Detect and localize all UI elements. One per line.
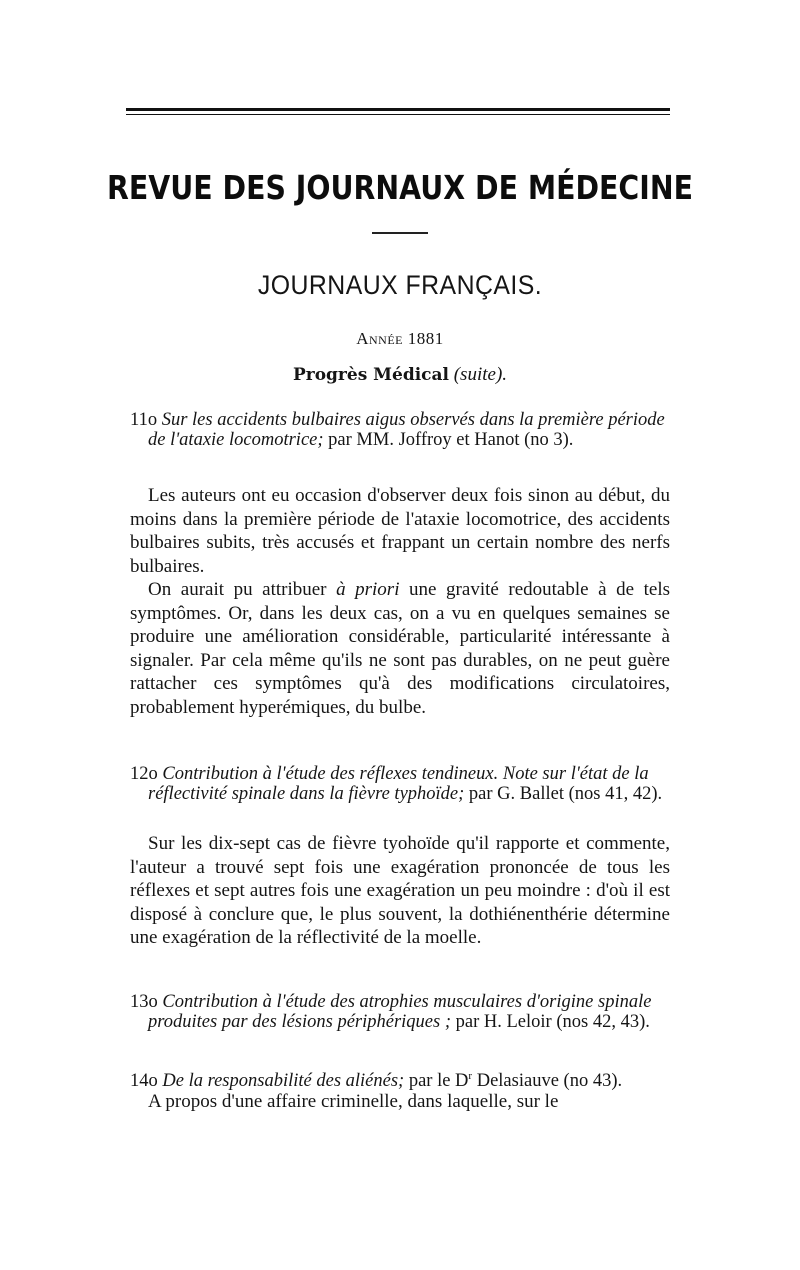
- year-label: Année: [356, 329, 404, 348]
- item-number: 13o: [130, 992, 158, 1012]
- item-12-heading: [130, 764, 672, 804]
- section-subtitle: JOURNAUX FRANÇAIS.: [257, 270, 543, 300]
- item-authors: par G. Ballet: [468, 784, 564, 804]
- year-value: 1881: [407, 329, 444, 348]
- body2-italic: à priori: [336, 579, 400, 600]
- item-authors-sup: r: [468, 1070, 473, 1082]
- item-11-heading: [130, 410, 672, 450]
- item-ref: (no 3).: [524, 430, 574, 450]
- item-11-body-1: Les auteurs ont eu occasion d'observer deux fois sinon au début, du moins dans la première période de l'ataxie locomotrice, des accidents bulbaires subits, très accusés et frappant un certain nombre des nerfs bulbaires.: [130, 485, 670, 577]
- page-title: REVUE DES JOURNAUX DE MÉDECINE: [107, 168, 693, 207]
- year-heading: [0, 329, 800, 349]
- item-14-heading: [130, 1066, 672, 1091]
- journal-bold: Progrès Médical: [292, 365, 449, 385]
- journal-heading: [0, 364, 800, 386]
- body2-start: On aurait pu attribuer: [148, 579, 337, 600]
- item-authors-rest: Delasiauve (no 43).: [472, 1071, 623, 1092]
- top-double-rule: [126, 108, 670, 115]
- item-authors: par H. Leloir: [455, 1012, 552, 1032]
- item-number: 14o: [130, 1071, 158, 1092]
- item-title: De la responsabilité des aliénés;: [162, 1071, 405, 1092]
- item-title: Contribution à l'étude des atrophies musculaires d'origine spinale produites par des lésions périphériques ;: [148, 992, 652, 1032]
- item-authors: par MM. Joffroy et Hanot: [328, 430, 520, 450]
- item-authors-prefix: par le D: [408, 1071, 469, 1092]
- item-number: 11o: [130, 410, 158, 430]
- item-ref: (nos 42, 43).: [556, 1012, 650, 1032]
- item-number: 12o: [130, 764, 158, 784]
- item-title: Sur les accidents bulbaires aigus observés dans la première période de l'ataxie locomotrice;: [148, 410, 665, 450]
- body2-rest: une gravité redoutable à de tels symptômes. Or, dans les deux cas, on a vu en quelques semaines se produire une amélioration considérable, particularité intéressante à signaler. Par cela même qu'ils ne sont pas durables, on ne peut guère rattacher ces symptômes qu'à des modifications circulatoires, probablement hyperémiques, du bulbe.: [130, 579, 670, 718]
- item-11-body-2: [130, 578, 670, 719]
- item-ref: (nos 41, 42).: [568, 784, 663, 804]
- item-12-body: Sur les dix-sept cas de fièvre tyohoïde qu'il rapporte et commente, l'auteur a trouvé sept fois une exagération prononcée de tous les réflexes et sept autres fois une exagération un peu moindre : d'où il est disposé à conclure que, le plus souvent, la dothiénenthérie détermine une exagération de la réflectivité de la moelle.: [130, 833, 670, 948]
- title-divider: [372, 232, 428, 234]
- item-13-heading: [130, 992, 672, 1032]
- journal-suffix: (suite).: [453, 364, 508, 385]
- item-14-body: A propos d'une affaire criminelle, dans laquelle, sur le: [148, 1091, 559, 1112]
- item-title: Contribution à l'étude des réflexes tendineux. Note sur l'état de la réflectivité spinale dans la fièvre typhoïde;: [148, 764, 649, 804]
